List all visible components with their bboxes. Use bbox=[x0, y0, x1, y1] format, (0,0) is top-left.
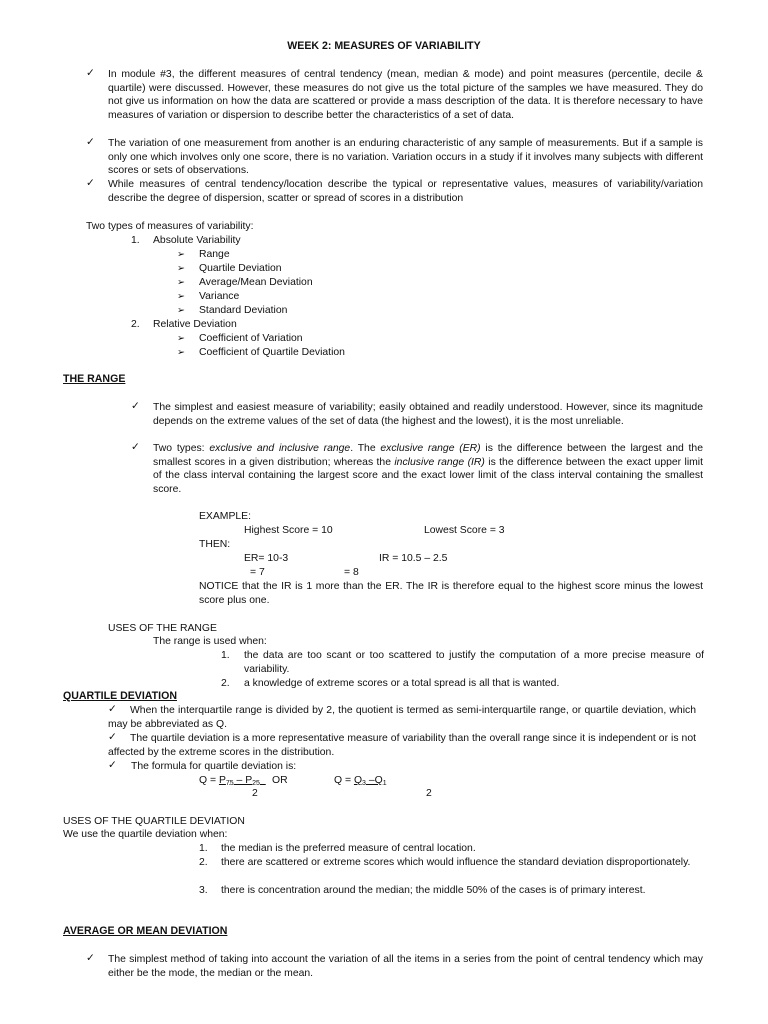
list-item: Quartile Deviation bbox=[199, 263, 282, 274]
intro-bullet-1: In module #3, the different measures of central tendency (mean, median & mode) and point measures (percentile, decile & quartile) were discussed. However, these measures do not give us the total picture of the samples we have measured. They do not give us information on how the data are scattered or provide a mass description of the data. It is therefore necessary to have measures of variation or dispersion to describe better the characteristics of a set of data. bbox=[108, 69, 703, 121]
intro-bullet-3: While measures of central tendency/location describe the typical or representative values, measures of variability/variation describe the degree of dispersion, scatter or spread of scores in a distribution bbox=[108, 179, 703, 204]
checkmark-icon: ✓ bbox=[131, 441, 140, 453]
arrow-bullet-icon: ➢ bbox=[177, 263, 185, 274]
range-bullet-1: The simplest and easiest measure of variability; easily obtained and readily understood. However, since its magnitude depends on the extreme values of the set of data (the highest and the lowest), it is the most unreliable. bbox=[153, 402, 703, 427]
types-intro: Two types of measures of variability: bbox=[86, 221, 254, 232]
checkmark-icon: ✓ bbox=[108, 731, 117, 743]
checkmark-icon: ✓ bbox=[86, 67, 95, 79]
list-item: there is concentration around the median; the middle 50% of the cases is of primary interest. bbox=[221, 885, 646, 896]
page-title: WEEK 2: MEASURES OF VARIABILITY bbox=[287, 40, 481, 52]
uses-quartile-heading: USES OF THE QUARTILE DEVIATION bbox=[63, 816, 245, 827]
list-number: 1. bbox=[221, 650, 230, 661]
list-item: Range bbox=[199, 249, 230, 260]
list-item: a knowledge of extreme scores or a total spread is all that is wanted. bbox=[244, 678, 560, 689]
uses-range-heading: USES OF THE RANGE bbox=[108, 623, 217, 634]
quartile-bullet-1: When the interquartile range is divided by 2, the quotient is termed as semi-interquartile range, or quartile deviation, which may be abbreviated as Q. bbox=[108, 705, 696, 730]
arrow-bullet-icon: ➢ bbox=[177, 277, 185, 288]
mean-dev-bullet: The simplest method of taking into account the variation of all the items in a series from the point of central tendency which may either be the mode, the median or the mean. bbox=[108, 954, 703, 979]
then-label: THEN: bbox=[199, 539, 231, 550]
highest-score: Highest Score = 10 bbox=[244, 525, 333, 536]
checkmark-icon: ✓ bbox=[86, 952, 95, 964]
uses-range-intro: The range is used when: bbox=[153, 636, 267, 647]
checkmark-icon: ✓ bbox=[131, 400, 140, 412]
notice-text: NOTICE that the IR is 1 more than the ER. The IR is therefore equal to the highest score minus the lowest score plus one. bbox=[199, 581, 703, 606]
checkmark-icon: ✓ bbox=[86, 136, 95, 148]
list-item: Standard Deviation bbox=[199, 305, 288, 316]
ir-formula: IR = 10.5 – 2.5 bbox=[379, 553, 448, 564]
list-item: Coefficient of Quartile Deviation bbox=[199, 347, 345, 358]
list-number: 2. bbox=[221, 678, 230, 689]
checkmark-icon: ✓ bbox=[108, 703, 117, 715]
arrow-bullet-icon: ➢ bbox=[177, 249, 185, 260]
range-bullet-2: Two types: exclusive and inclusive range. The exclusive range (ER) is the difference between the largest and the smallest scores in a given distribution; whereas the inclusive range (IR) is the difference between the exact upper limit of the class interval containing the largest score and the exact lower limit of the class interval containing the smallest score. bbox=[153, 443, 703, 495]
quartile-formula-2: $Q = Q_3$ $-Q_1$ bbox=[334, 775, 387, 787]
intro-bullet-2: The variation of one measurement from another is an enduring characteristic of any sample of measurements. But if a sample is only one which involves only one score, there is no variation. Variation occurs in a study if it involves many subjects with different scores or sets of observations. bbox=[108, 138, 703, 177]
arrow-bullet-icon: ➢ bbox=[177, 305, 185, 316]
section-heading-mean-deviation: AVERAGE OR MEAN DEVIATION bbox=[63, 925, 228, 937]
checkmark-icon: ✓ bbox=[108, 759, 117, 771]
type-label-absolute: Absolute Variability bbox=[153, 235, 241, 246]
list-number: 3. bbox=[199, 885, 208, 896]
list-item: Variance bbox=[199, 291, 240, 302]
er-formula: ER= 10-3 bbox=[244, 553, 289, 564]
uses-quartile-intro: We use the quartile deviation when: bbox=[63, 829, 228, 840]
arrow-bullet-icon: ➢ bbox=[177, 333, 185, 344]
list-number: 2. bbox=[199, 857, 208, 868]
list-item: Coefficient of Variation bbox=[199, 333, 303, 344]
or-label: OR bbox=[272, 775, 288, 786]
list-item: there are scattered or extreme scores which would influence the standard deviation disproportionately. bbox=[221, 857, 691, 868]
formula-denominator: 2 bbox=[252, 788, 258, 799]
quartile-formula-1: $Q = P_{75} - P_{25}$ bbox=[199, 775, 260, 787]
type-number: 1. bbox=[131, 235, 140, 246]
example-label: EXAMPLE: bbox=[199, 511, 251, 522]
list-number: 1. bbox=[199, 843, 208, 854]
section-heading-quartile: QUARTILE DEVIATION bbox=[63, 690, 177, 702]
arrow-bullet-icon: ➢ bbox=[177, 291, 185, 302]
quartile-bullet-3: The formula for quartile deviation is: bbox=[131, 761, 297, 772]
type-number: 2. bbox=[131, 319, 140, 330]
checkmark-icon: ✓ bbox=[86, 177, 95, 189]
list-item: the median is the preferred measure of central location. bbox=[221, 843, 476, 854]
quartile-bullet-2: The quartile deviation is a more representative measure of variability than the overall range since it is independent or is not affected by the extreme scores in the distribution. bbox=[108, 733, 696, 758]
er-result: = 7 bbox=[250, 567, 265, 578]
list-item: the data are too scant or too scattered to justify the computation of a more precise measure of variability. bbox=[244, 650, 704, 675]
ir-result: = 8 bbox=[344, 567, 359, 578]
lowest-score: Lowest Score = 3 bbox=[424, 525, 505, 536]
list-item: Average/Mean Deviation bbox=[199, 277, 313, 288]
type-label-relative: Relative Deviation bbox=[153, 319, 237, 330]
formula-denominator: 2 bbox=[426, 788, 432, 799]
section-heading-range: THE RANGE bbox=[63, 373, 126, 385]
arrow-bullet-icon: ➢ bbox=[177, 347, 185, 358]
